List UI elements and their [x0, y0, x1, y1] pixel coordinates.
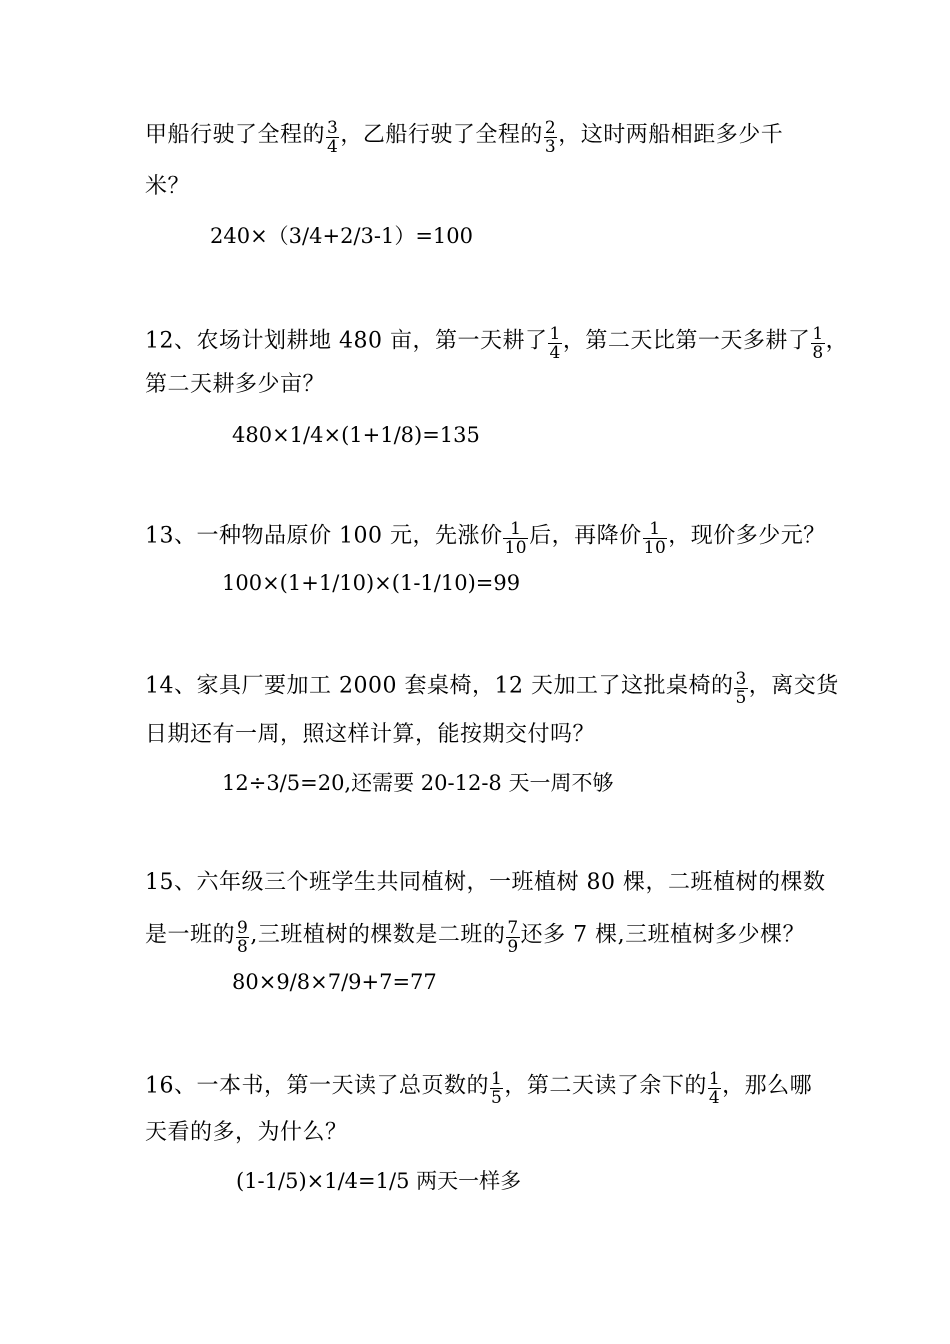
fraction	[503, 520, 528, 557]
problem-12-line-1	[145, 323, 849, 363]
fraction-denominator: 4	[549, 343, 561, 363]
problem-12-answer: 480×1/4×(1+1/8)=135	[232, 423, 480, 447]
problem-13-line-1	[145, 518, 826, 558]
text-segment: 第二天耕多少亩？	[145, 372, 326, 397]
fraction-numerator: 1	[708, 1069, 721, 1089]
fraction	[708, 1070, 721, 1107]
text-segment: 日期还有一周，照这样计算，能按期交付吗？	[145, 722, 596, 747]
problem-16-line-1	[145, 1068, 813, 1108]
text-segment: 后，再降价	[529, 523, 642, 549]
problem-11-answer: 240×（3/4+2/3-1）=100	[210, 224, 474, 248]
fraction-denominator: 4	[708, 1088, 721, 1108]
text-segment: ，现价多少元？	[668, 523, 826, 549]
text-segment: 甲船行驶了全程的	[145, 122, 326, 148]
fraction-numerator: 1	[491, 1069, 503, 1089]
fraction-denominator: 8	[237, 937, 249, 957]
text-segment: 天看的多，为什么？	[145, 1120, 348, 1145]
problem-11-line-2	[145, 172, 190, 202]
fraction-denominator: 4	[327, 137, 339, 157]
fraction-numerator: 1	[812, 324, 824, 344]
problem-15-line-1	[145, 868, 825, 898]
fraction	[734, 670, 747, 707]
problem-11-line-1	[145, 117, 784, 157]
fraction	[811, 325, 824, 362]
fraction-numerator: 9	[237, 918, 249, 938]
text-segment: ，第二天比第一天多耕了	[562, 328, 811, 354]
text-segment: 12、农场计划耕地 480 亩，第一天耕了	[145, 328, 548, 354]
fraction-denominator: 8	[812, 343, 824, 363]
fraction-numerator: 1	[643, 520, 668, 539]
fraction-numerator: 2	[544, 118, 557, 138]
fraction	[236, 919, 249, 956]
problem-13-answer: 100×(1+1/10)×(1-1/10)=99	[222, 571, 521, 595]
fraction-numerator: 1	[549, 324, 561, 344]
text-segment: ，乙船行驶了全程的	[340, 122, 543, 148]
text-segment: ，那么哪	[722, 1073, 813, 1099]
text-segment: 是一班的	[145, 922, 236, 948]
problem-14-line-2	[145, 720, 595, 750]
fraction	[326, 119, 339, 156]
text-segment: ，第二天读了余下的	[504, 1073, 707, 1099]
problem-15-answer: 80×9/8×7/9+7=77	[232, 970, 437, 994]
fraction-numerator: 1	[503, 520, 528, 539]
fraction-denominator: 10	[504, 538, 528, 558]
fraction	[548, 325, 561, 362]
text-segment: 14、家具厂要加工 2000 套桌椅，12 天加工了这批桌椅的	[145, 673, 734, 699]
fraction-denominator: 10	[643, 538, 667, 558]
text-segment: ，离交货	[748, 673, 839, 699]
text-segment: 还多 7 棵,三班植树多少棵？	[520, 922, 806, 948]
fraction-numerator: 3	[735, 669, 747, 689]
problem-16-line-2	[145, 1118, 348, 1148]
fraction	[643, 520, 668, 557]
text-segment: ，	[825, 328, 849, 354]
text-segment: 13、一种物品原价 100 元，先涨价	[145, 523, 503, 549]
text-segment: 16、一本书，第一天读了总页数的	[145, 1073, 489, 1099]
fraction	[490, 1070, 503, 1107]
fraction-denominator: 3	[544, 137, 557, 157]
problem-14-line-1	[145, 668, 839, 708]
problem-12-line-2	[145, 370, 325, 400]
text-segment: 15、六年级三个班学生共同植树，一班植树 80 棵，二班植树的棵数	[145, 870, 826, 895]
text-segment: ,三班植树的棵数是二班的	[250, 922, 506, 948]
fraction-denominator: 9	[507, 937, 519, 957]
problem-14-answer: 12÷3/5=20,还需要 20-12-8 天一周不够	[222, 771, 614, 795]
fraction-numerator: 3	[327, 118, 339, 138]
fraction-denominator: 5	[735, 688, 747, 708]
text-segment: ，这时两船相距多少千	[558, 122, 784, 148]
fraction-numerator: 7	[507, 918, 519, 938]
fraction-denominator: 5	[491, 1088, 503, 1108]
problem-15-line-2	[145, 917, 806, 957]
text-segment: 米？	[145, 174, 191, 199]
problem-16-answer: (1-1/5)×1/4=1/5 两天一样多	[236, 1169, 522, 1193]
fraction	[544, 119, 557, 156]
fraction	[506, 919, 519, 956]
